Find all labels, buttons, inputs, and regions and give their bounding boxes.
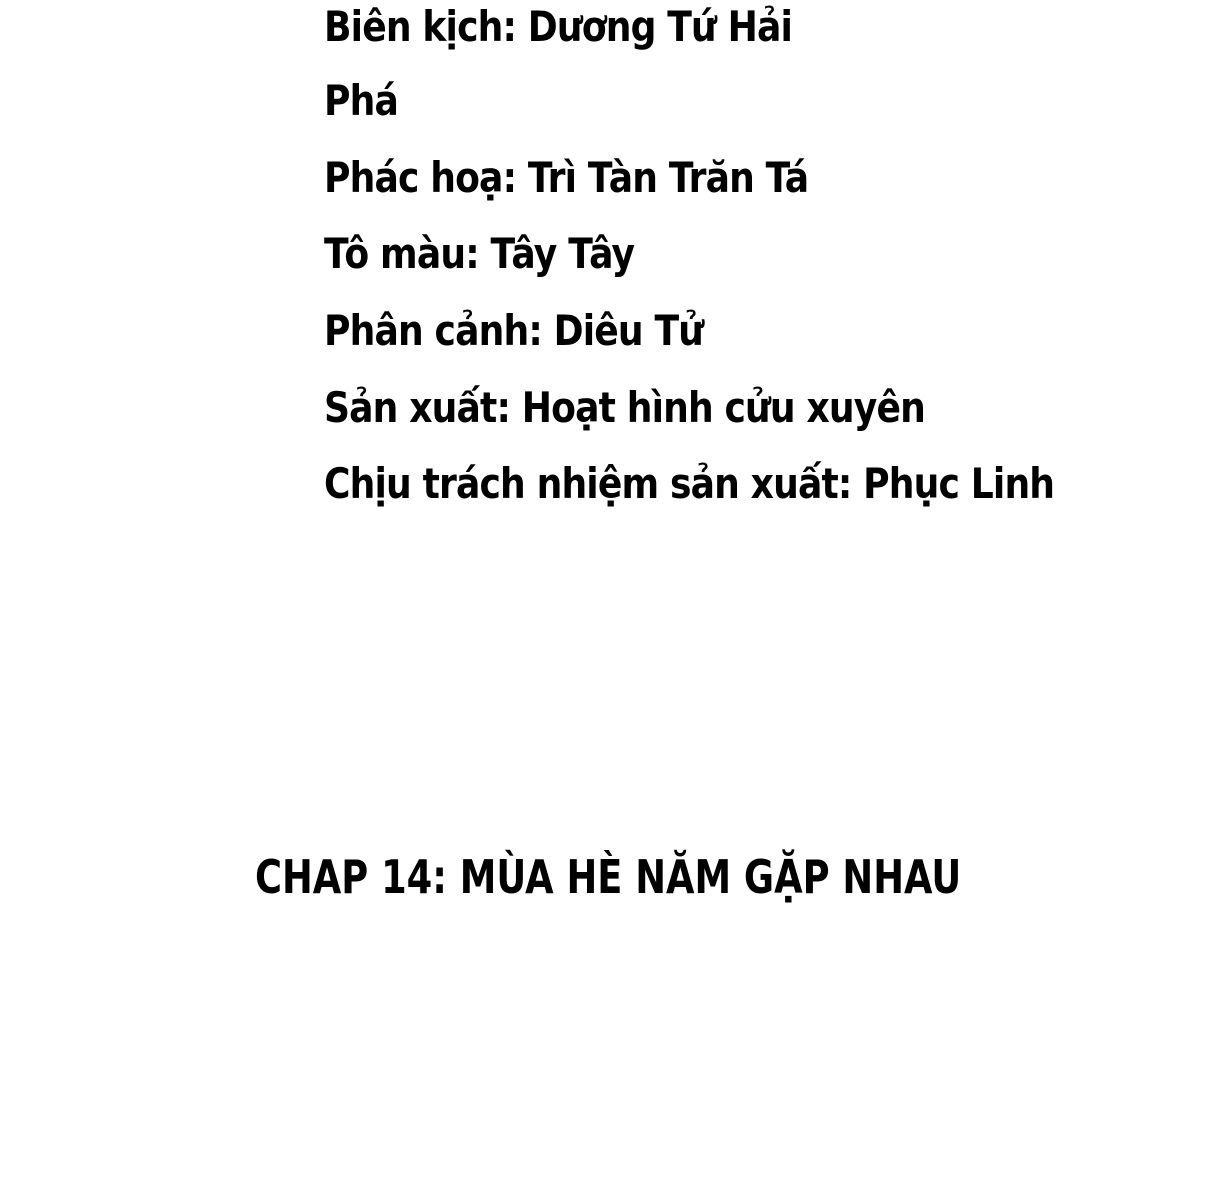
credit-line-screenwriter: Biên kịch: Dương Tứ Hải: [324, 2, 793, 51]
credit-line-production: Sản xuất: Hoạt hình cửu xuyên: [324, 383, 925, 432]
credit-line-storyboard: Phân cảnh: Diêu Tử: [324, 306, 704, 355]
credit-line-sketch: Phác hoạ: Trì Tàn Trăn Tá: [324, 153, 809, 202]
credit-line-producer: Chịu trách nhiệm sản xuất: Phục Linh: [324, 459, 1055, 508]
chapter-title: CHAP 14: MÙA HÈ NĂM GẶP NHAU: [255, 850, 962, 904]
credit-line-coloring: Tô màu: Tây Tây: [324, 229, 635, 278]
credit-line-2: Phá: [324, 76, 398, 125]
